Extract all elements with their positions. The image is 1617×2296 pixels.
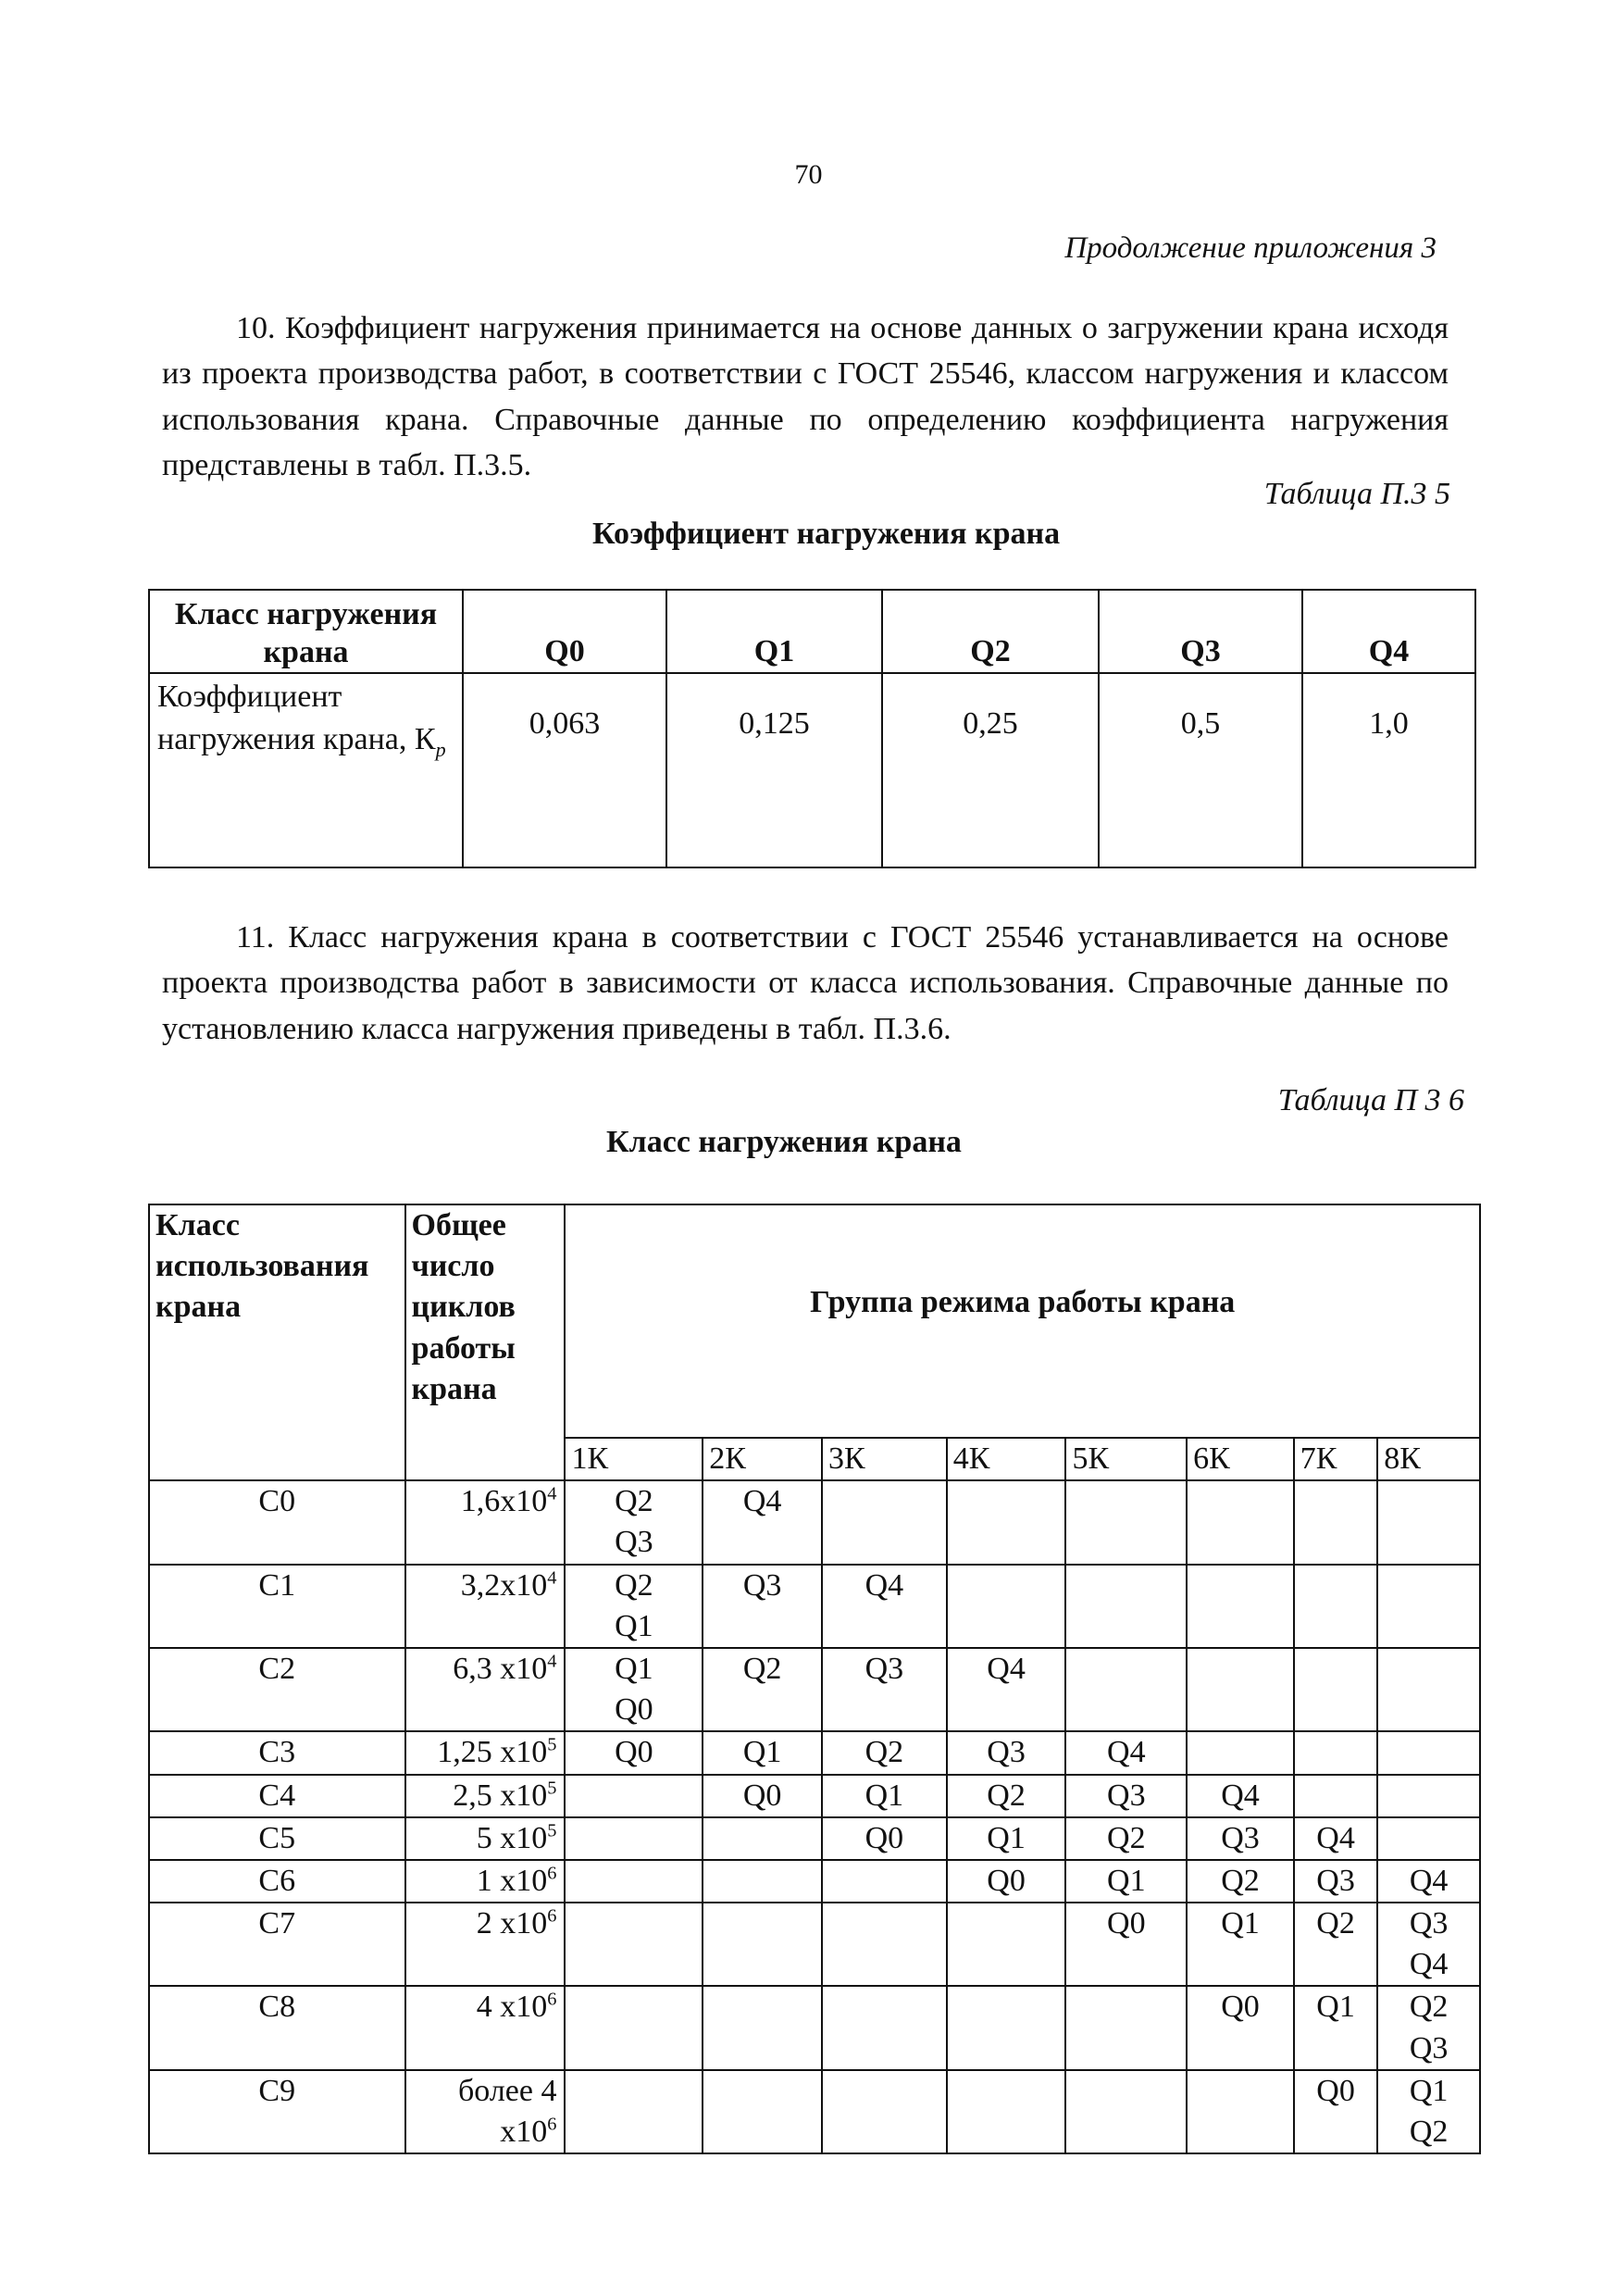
cycles-base: 3,2х10	[460, 1567, 548, 1603]
load-class-cell	[822, 2070, 947, 2153]
cycles-cell	[405, 1731, 566, 1774]
usage-class-cell: С8	[149, 1986, 405, 2069]
load-class-cell: Q0	[947, 1860, 1066, 1903]
cycles-base: 1,25 х10	[437, 1735, 548, 1770]
load-class-cell	[1294, 1731, 1378, 1774]
group-column-header: 4К	[947, 1438, 1066, 1480]
load-class-cell	[1377, 1731, 1480, 1774]
load-class-cell	[1065, 1986, 1187, 2069]
cycles-exponent: 6	[547, 2114, 557, 2135]
cycles-cell	[405, 1986, 566, 2069]
usage-class-cell: С4	[149, 1775, 405, 1817]
load-class-cell: Q2 Q3	[1377, 1986, 1480, 2069]
load-class-cell: Q2	[947, 1775, 1066, 1817]
load-class-cell	[947, 1480, 1066, 1564]
group-column-header: 5К	[1065, 1438, 1187, 1480]
table-row	[149, 1860, 1480, 1903]
load-class-cell: Q3	[1065, 1775, 1187, 1817]
load-class-cell	[1294, 1648, 1378, 1731]
load-class-cell: Q1	[947, 1817, 1066, 1860]
cycles-cell	[405, 1648, 566, 1731]
load-class-cell: Q0	[1294, 2070, 1378, 2153]
group-column-header: 6К	[1187, 1438, 1294, 1480]
load-class-cell: Q4	[1065, 1731, 1187, 1774]
cycles-base: 4 х10	[476, 1990, 548, 2025]
cycles-exponent: 5	[547, 1734, 557, 1755]
table-row	[149, 1648, 1480, 1731]
load-class-cell: Q1	[822, 1775, 947, 1817]
load-class-cell	[703, 1817, 822, 1860]
cycles-cell	[405, 1775, 566, 1817]
cycles-exponent: 4	[547, 1567, 557, 1589]
table-3-5-header-cell: Q4	[1302, 590, 1475, 673]
load-class-cell	[1377, 1775, 1480, 1817]
cycles-base: 6,3 х10	[453, 1651, 548, 1686]
row-label-text: Коэффициент нагружения крана, К	[157, 680, 436, 756]
load-class-cell: Q4	[947, 1648, 1066, 1731]
cycles-cell	[405, 1480, 566, 1564]
usage-class-cell: С6	[149, 1860, 405, 1903]
load-class-cell: Q1	[1065, 1860, 1187, 1903]
load-class-cell	[822, 1903, 947, 1986]
load-class-cell: Q3	[1294, 1860, 1378, 1903]
load-class-cell: Q0	[703, 1775, 822, 1817]
row-label-subscript: р	[435, 737, 446, 761]
group-column-header: 1К	[565, 1438, 703, 1480]
usage-class-cell: С2	[149, 1648, 405, 1731]
load-class-cell: Q2	[822, 1731, 947, 1774]
load-class-cell: Q1	[1294, 1986, 1378, 2069]
load-class-cell: Q0	[1187, 1986, 1294, 2069]
table-3-5-header-label: Класс нагружения крана	[149, 590, 463, 673]
cycles-exponent: 5	[547, 1778, 557, 1799]
load-class-cell	[1377, 1817, 1480, 1860]
cycles-base: 5 х10	[476, 1820, 548, 1855]
load-class-cell: Q2	[1065, 1817, 1187, 1860]
load-class-cell	[703, 1860, 822, 1903]
cycles-base: более 4 х10	[457, 2073, 557, 2149]
load-class-cell	[1065, 2070, 1187, 2153]
load-class-cell: Q4	[1294, 1817, 1378, 1860]
load-class-cell: Q2	[1187, 1860, 1294, 1903]
load-class-cell	[947, 1986, 1066, 2069]
table-3-6-header-row	[149, 1204, 1480, 1438]
load-class-cell	[703, 2070, 822, 2153]
table-3-5	[148, 589, 1476, 868]
load-class-cell	[1294, 1480, 1378, 1564]
table-3-6-col2-header: Общее число циклов работы крана	[405, 1204, 566, 1480]
usage-class-cell: С5	[149, 1817, 405, 1860]
load-class-cell: Q4	[703, 1480, 822, 1564]
table-3-6-col1-header: Класс использования крана	[149, 1204, 405, 1480]
cycles-exponent: 4	[547, 1483, 557, 1504]
load-class-cell	[565, 1903, 703, 1986]
table-3-5-header-cell: Q1	[666, 590, 882, 673]
load-class-cell	[1065, 1480, 1187, 1564]
paragraph-11: 11. Класс нагружения крана в соответствии с ГОСТ 25546 устанавливается на основе проекта производства работ в зависимости от класса использования. Справочные данные по установлению класса нагружения приведены в табл. П.3.6.	[162, 920, 1449, 1046]
group-column-header: 8К	[1377, 1438, 1480, 1480]
table-row	[149, 1731, 1480, 1774]
table-3-5-value-row	[149, 673, 1475, 867]
load-class-cell	[565, 1817, 703, 1860]
load-class-cell	[1187, 1648, 1294, 1731]
cycles-cell	[405, 1565, 566, 1648]
load-class-cell	[822, 1986, 947, 2069]
table-3-5-value-cell: 1,0	[1302, 673, 1475, 867]
load-class-cell: Q4	[822, 1565, 947, 1648]
load-class-cell: Q2 Q3	[565, 1480, 703, 1564]
load-class-cell: Q1 Q2	[1377, 2070, 1480, 2153]
load-class-cell	[1377, 1648, 1480, 1731]
table-3-6-title: Класс нагружения крана	[606, 1125, 962, 1159]
usage-class-cell: С9	[149, 2070, 405, 2153]
table-3-5-header-cell: Q0	[463, 590, 666, 673]
table-3-5-title: Коэффициент нагружения крана	[592, 517, 1061, 551]
load-class-cell: Q2	[1294, 1903, 1378, 1986]
usage-class-cell: С3	[149, 1731, 405, 1774]
load-class-cell	[947, 1565, 1066, 1648]
cycles-cell	[405, 2070, 566, 2153]
page-number: 70	[794, 159, 823, 190]
load-class-cell	[703, 1903, 822, 1986]
table-3-6-group-header: Группа режима работы крана	[565, 1204, 1480, 1438]
load-class-cell: Q0	[822, 1817, 947, 1860]
load-class-cell: Q2	[703, 1648, 822, 1731]
load-class-cell: Q3	[1187, 1817, 1294, 1860]
table-3-6-caption: Таблица П 3 6	[1277, 1083, 1464, 1117]
cycles-exponent: 5	[547, 1820, 557, 1841]
table-row	[149, 1817, 1480, 1860]
table-row	[149, 1986, 1480, 2069]
cycles-base: 2,5 х10	[453, 1778, 548, 1813]
table-3-5-value-cell: 0,125	[666, 673, 882, 867]
load-class-cell: Q3	[703, 1565, 822, 1648]
usage-class-cell: С7	[149, 1903, 405, 1986]
load-class-cell: Q1 Q0	[565, 1648, 703, 1731]
load-class-cell	[1187, 2070, 1294, 2153]
load-class-cell	[1294, 1565, 1378, 1648]
load-class-cell	[1187, 1565, 1294, 1648]
cycles-exponent: 6	[547, 1863, 557, 1884]
load-class-cell	[947, 1903, 1066, 1986]
load-class-cell: Q0	[1065, 1903, 1187, 1986]
cycles-cell	[405, 1817, 566, 1860]
table-3-5-value-cell: 0,063	[463, 673, 666, 867]
load-class-cell	[565, 1775, 703, 1817]
load-class-cell: Q1	[1187, 1903, 1294, 1986]
load-class-cell	[1065, 1648, 1187, 1731]
load-class-cell	[1377, 1480, 1480, 1564]
load-class-cell: Q3	[822, 1648, 947, 1731]
table-row	[149, 1903, 1480, 1986]
table-row	[149, 2070, 1480, 2153]
load-class-cell	[1187, 1731, 1294, 1774]
table-3-5-value-cell: 0,25	[882, 673, 1099, 867]
table-3-5-header-cell: Q3	[1099, 590, 1302, 673]
load-class-cell: Q3	[947, 1731, 1066, 1774]
load-class-cell: Q4	[1187, 1775, 1294, 1817]
group-column-header: 7К	[1294, 1438, 1378, 1480]
load-class-cell: Q0	[565, 1731, 703, 1774]
cycles-exponent: 4	[547, 1651, 557, 1672]
cycles-base: 2 х10	[476, 1906, 548, 1941]
load-class-cell	[1377, 1565, 1480, 1648]
load-class-cell: Q4	[1377, 1860, 1480, 1903]
table-3-5-caption: Таблица П.3 5	[1263, 477, 1450, 511]
load-class-cell	[822, 1480, 947, 1564]
load-class-cell	[947, 2070, 1066, 2153]
group-column-header: 3К	[822, 1438, 947, 1480]
load-class-cell	[565, 1860, 703, 1903]
table-3-5-row-label	[149, 673, 463, 867]
table-row	[149, 1480, 1480, 1564]
table-row	[149, 1565, 1480, 1648]
continuation-note: Продолжение приложения 3	[1064, 231, 1437, 265]
paragraph-10: 10. Коэффициент нагружения принимается на основе данных о загружении крана исходя из проекта производства работ, в соответствии с ГОСТ 25546, классом нагружения и классом использования крана. Справочные данные по определению коэффициента нагружения представлены в табл. П.3.5.	[162, 311, 1449, 482]
load-class-cell	[1294, 1775, 1378, 1817]
cycles-base: 1 х10	[476, 1863, 548, 1898]
usage-class-cell: С1	[149, 1565, 405, 1648]
cycles-exponent: 6	[547, 1990, 557, 2011]
load-class-cell	[565, 1986, 703, 2069]
cycles-base: 1,6х10	[460, 1484, 548, 1519]
table-row	[149, 1775, 1480, 1817]
load-class-cell	[565, 2070, 703, 2153]
load-class-cell	[822, 1860, 947, 1903]
load-class-cell: Q1	[703, 1731, 822, 1774]
load-class-cell	[703, 1986, 822, 2069]
usage-class-cell: С0	[149, 1480, 405, 1564]
table-3-6	[148, 1204, 1481, 2154]
table-3-6-body	[149, 1480, 1480, 2153]
cycles-cell	[405, 1860, 566, 1903]
cycles-cell	[405, 1903, 566, 1986]
table-3-5-header-cell: Q2	[882, 590, 1099, 673]
load-class-cell	[1065, 1565, 1187, 1648]
load-class-cell: Q2 Q1	[565, 1565, 703, 1648]
group-column-header: 2К	[703, 1438, 822, 1480]
table-3-5-value-cell: 0,5	[1099, 673, 1302, 867]
table-3-5-header-row	[149, 590, 1475, 673]
cycles-exponent: 6	[547, 1905, 557, 1927]
load-class-cell: Q3 Q4	[1377, 1903, 1480, 1986]
load-class-cell	[1187, 1480, 1294, 1564]
